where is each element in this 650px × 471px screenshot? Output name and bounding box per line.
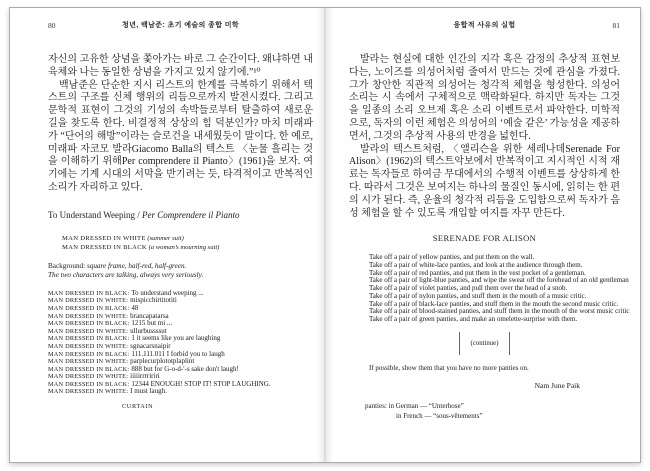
cast-costume: (summer suit) [147,234,184,242]
dialogue-speaker: MAN DRESSED IN WHITE: [48,312,129,320]
running-title-right: 융합적 사유의 실험 [453,22,516,29]
translation-note-french: in French — “sous-vêtements” [396,411,483,420]
page-header-left [48,20,313,34]
score-line: Take off a pair of blood-stained panties, and stuff them in the mouth of the worst music critic [369,307,630,316]
dialogue-line [48,335,313,343]
page-header-right [349,20,620,34]
dialogue-line [48,320,313,328]
stage-notes [48,262,313,280]
dialogue-speaker: MAN DRESSED IN WHITE: [48,388,129,396]
cast-costume: (a woman’s mourning suit) [148,243,220,251]
play-title-italian: Per Comprendere il Pianto [141,209,240,220]
korean-body-left [48,54,313,195]
dialogue-speaker: MAN DRESSED IN WHITE: [48,373,129,381]
score-line: Take off a pair of green panties, and make an omelette-surprise with them. [369,314,578,323]
page-left [10,8,325,462]
dialogue-text: To understand weeping ... [131,288,204,297]
running-title-left: 청년, 백남준: 초기 예술의 종합 미학 [121,22,240,29]
cast-list [62,234,313,252]
dialogue-text: 12344 ENOUGH! STOP IT! STOP LAUGHING. [131,379,271,388]
dialogue-text: 888 but for G-o-d-'-s sake don't laugh! [131,364,239,373]
dialogue-text: iiiiirrrririri [130,372,160,381]
score-line: Take off a pair of nylon panties, and stuff them in the mouth of a music critic. [369,291,587,300]
play-title [48,210,313,220]
page-number-left: 80 [48,21,56,30]
dialogue-text: parplecurplototplaplint [130,357,195,366]
author-signature: Nam June Paik [534,380,580,390]
cast-entry [62,234,313,243]
curtain-label: CURTAIN [122,403,154,411]
play-title-en: To Understand Weeping [48,209,135,220]
paragraph: 발라는 현실에 대한 인간의 지각 혹은 감정의 추상적 표현보다는, 노이즈를 의성어처럼 줄여서 만드는 것에 관심을 가졌다. 그가 창안한 직관적 의성어는 청각적 체험을 형성한다. 의성어 소리는 시 속에서 구체적으로 맥락화된다. 하지만 독자는 그것을 일종의 소리 오브제 혹은 소리 이벤트로서 파악한다. 미학적으로, 독자의 이런 체험은 의성어의 ‘예술 같은’ 가능성을 제공하면서, 그것의 추상적 사용의 반경을 넓힌다. [349,54,620,142]
page-number-right: 81 [612,21,620,30]
dialogue-speaker: MAN DRESSED IN BLACK: [48,304,130,312]
stage-note-label: Background: [48,261,87,270]
paragraph: 자신의 고유한 상념을 쫓아가는 바로 그 순간이다. 왜냐하면 내 육체와 나는 동일한 상념을 가지고 있지 않기에.”¹⁰ [48,54,313,78]
dialogue-line [48,388,313,396]
score-line: Take off a pair of yellow panties, and put them on the wall. [369,253,535,262]
dialogue-speaker: MAN DRESSED IN BLACK: [48,320,130,328]
paragraph: 발라의 텍스트처럼, 〈앨리슨을 위한 세레나데Serenade For Alison〉(1962)의 텍스트악보에서 반복적이고 지시적인 시적 재료는 독자들로 하여금 무대에서의 수행적 이벤트를 상상하게 한다. 따라서 그것은 보여지는 하나의 물질인 동시에, 읽히는 한 편의 시가 된다. 즉, 운율의 청각적 리듬을 도입함으로써 독자가 음성 체험을 할 수 있도록 개입할 여지를 자꾸 만든다. [349,143,620,219]
dialogue-text: 111.111.011 I forbid you to laugh [131,349,225,358]
dialogue-speaker: MAN DRESSED IN BLACK: [48,289,130,297]
score-lines [369,253,630,323]
play-title-separator: / [134,209,142,220]
cast-name: MAN DRESSED IN WHITE [62,234,146,242]
stage-note-text: square frame, half-red, half-green. [86,261,187,270]
score-line: Take off a pair of black-lace panties, and stuff them in the mouth the second music critic. [369,299,619,308]
dialogue-text: 1215 but mi ... [131,319,173,328]
score-title: SERENADE FOR ALISON [432,233,537,244]
dialogue-line [48,313,313,321]
dialogue-line [48,297,313,305]
page-right [325,8,640,462]
stage-note-characters: The two characters are talking, always very seriously. [48,270,204,279]
dialogue-text: mispicchirtitotiti [130,296,177,305]
continue-label: (continue) [459,332,511,355]
score-line: Take off a pair of violet panties, and pull them over the head of a snob. [369,284,568,293]
closing-line: If possible, show them that you have no more panties on. [369,363,529,372]
dialogue-line [48,305,313,313]
dialogue-speaker: MAN DRESSED IN BLACK: [48,380,130,388]
dialogue-text: 48 [131,303,139,312]
paragraph: 백남준은 단순한 지시 리스트의 한계를 극복하기 위해서 텍스트의 구조를 신체 행위의 리듬으로까지 발전시켰다. 그리고 문학적 표현이 그것의 기성의 속박들로부터 탈출하여 새로운 길을 찾도록 한다. 비결정적 상상의 힘 덕분인가? 마치 미래파가 “단어의 해방”이라는 슬로건을 내세웠듯이 말이다. 한 예로, 미래파 자코모 발라Giacomo Balla의 텍스트 〈눈물 흘리는 것을 이해하기 위해Per comprendere il Pianto〉(1961)을 보자. 여기에는 기계 시대의 서막을 반기려는 듯, 타격적이고 반복적인 소리가 자리하고 있다. [48,79,313,193]
cast-entry [62,243,313,252]
score-line: Take off a pair of light-blue panties, and wipe the sweat off the forehead of an old gentleman [369,276,629,285]
cast-name: MAN DRESSED IN BLACK [62,243,147,251]
dialogue-speaker: MAN DRESSED IN WHITE: [48,327,129,335]
score-line: Take off a pair of white-lace panties, and look at the audience through them. [369,261,583,270]
dialogue-speaker: MAN DRESSED IN BLACK: [48,335,130,343]
stage-note-background [48,262,313,271]
score-line: Take off a pair of red panties, and put them in the vest pocket of a gentleman. [369,268,586,277]
dialogue-speaker: MAN DRESSED IN WHITE: [48,297,129,305]
dialogue-text: 1 it seems like you are laughing [131,334,221,343]
continue-row [349,332,620,355]
dialogue-text: ullurbussssut [130,326,167,335]
dialogue-text: sgnacarsnaipir [130,341,171,350]
dialogue-speaker: MAN DRESSED IN BLACK: [48,350,130,358]
dialogue-speaker: MAN DRESSED IN WHITE: [48,342,129,350]
translation-notes [365,401,620,421]
book-spread [9,7,641,463]
dialogue-text: brancapatarsa [130,311,169,320]
dialogue-block [48,290,313,396]
dialogue-speaker: MAN DRESSED IN WHITE: [48,358,129,366]
korean-body-right [349,54,620,220]
dialogue-speaker: MAN DRESSED IN BLACK: [48,365,130,373]
translation-note-german: panties: in German — “Unterhose” [365,401,464,410]
dialogue-text: I must laugh. [130,387,167,396]
